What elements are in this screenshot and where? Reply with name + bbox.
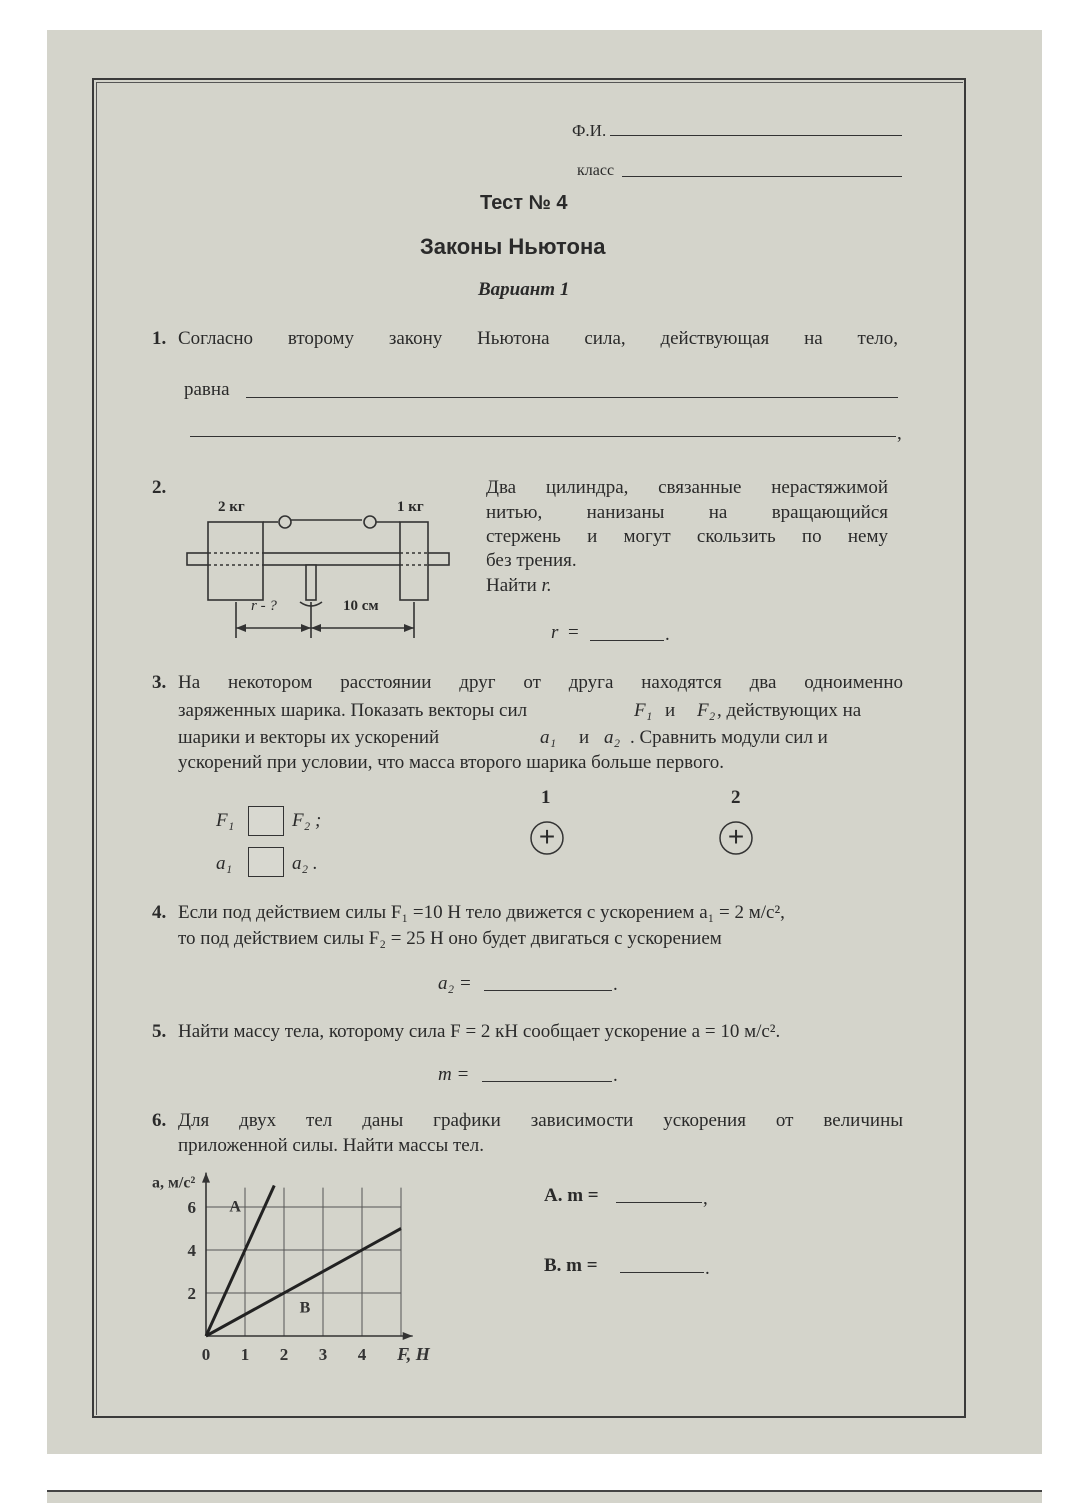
- y-tick-label: 2: [187, 1284, 196, 1303]
- test-number: Тест № 4: [480, 192, 568, 214]
- series-line-В: [206, 1229, 401, 1337]
- q3-line-3a: шарики и векторы их ускорений: [178, 727, 440, 748]
- q3-line-4: ускорений при условии, что масса второго шарика больше первого.: [178, 752, 725, 773]
- q3-and-1: и: [665, 700, 676, 721]
- dim-right-label: 10 см: [343, 598, 379, 614]
- q6-answer-b-end: .: [705, 1258, 710, 1279]
- vector-f1: F₁: [634, 700, 653, 721]
- q2-line-3: стержень и могут скользить по нему: [486, 526, 888, 547]
- q2-line-1: Два цилиндра, связанные нерастяжимой: [486, 477, 888, 498]
- q1-comma: ,: [897, 423, 902, 444]
- x-axis-arrow: [403, 1332, 413, 1340]
- q1-number: 1.: [152, 328, 167, 349]
- y-axis-label: a, м/с²: [152, 1174, 196, 1192]
- q1-answer-line-2[interactable]: [190, 436, 896, 437]
- q5-answer-label: m =: [438, 1064, 470, 1085]
- q4-answer-line[interactable]: [484, 990, 612, 991]
- q5-line: Найти массу тела, которому сила F = 2 кН сообщает ускорение a = 10 м/с².: [178, 1021, 781, 1042]
- q4-number: 4.: [152, 902, 167, 923]
- q2-number: 2.: [152, 477, 167, 498]
- row2-right-label: a₂ .: [292, 853, 318, 874]
- next-page-edge: [47, 1490, 1042, 1503]
- q2-answer-end: .: [665, 624, 670, 645]
- q6-number: 6.: [152, 1110, 167, 1131]
- q2-find-var: r.: [541, 575, 552, 596]
- q3-and-2: и: [579, 727, 590, 748]
- q5-number: 5.: [152, 1021, 167, 1042]
- q5-answer-line[interactable]: [482, 1081, 612, 1082]
- q1-answer-line-1[interactable]: [246, 397, 898, 398]
- row2-left-label: a₁: [216, 853, 233, 874]
- cylinder-left: [208, 522, 263, 600]
- q4-answer-end: .: [613, 974, 618, 995]
- q2-find-text: Найти: [486, 575, 537, 596]
- y-tick-label: 6: [187, 1198, 196, 1217]
- q4-answer-label: a₂ =: [438, 973, 472, 994]
- mass-left-label: 2 кг: [218, 499, 245, 515]
- x-tick-label: 3: [318, 1345, 328, 1364]
- q1-text: Согласно второму закону Ньютона сила, действующая на тело,: [178, 328, 898, 349]
- vector-a1: a₁: [540, 727, 557, 748]
- q2-answer-line[interactable]: [590, 640, 664, 641]
- q3-line-1: На некотором расстоянии друг от друга находятся два одноименно: [178, 672, 903, 693]
- q5-answer-end: .: [613, 1065, 618, 1086]
- q2-answer-eq: =: [568, 622, 579, 643]
- series-label-A: А: [229, 1198, 241, 1216]
- q6-answer-a-line[interactable]: [616, 1202, 702, 1203]
- fio-label: Ф.И.: [572, 121, 607, 140]
- x-tick-label: 1: [240, 1345, 250, 1364]
- row1-right-label: F₂ ;: [292, 810, 322, 831]
- dim-left-label: r - ?: [251, 598, 277, 614]
- x-tick-label: 2: [279, 1345, 289, 1364]
- q3-number: 3.: [152, 672, 167, 693]
- q6-answer-b-line[interactable]: [620, 1272, 704, 1273]
- q4-line-2: то под действием силы F₂ = 25 Н оно будет двигаться с ускорением: [178, 928, 722, 949]
- q1-answer-label: равна: [184, 379, 230, 400]
- q6-answer-b-label: В. m =: [544, 1255, 598, 1276]
- q2-find: [486, 573, 552, 598]
- vector-f2: F₂: [697, 700, 716, 721]
- q6-line-1: Для двух тел даны графики зависимости ускорения от величины: [178, 1110, 903, 1131]
- ball-1-sign: +: [538, 821, 556, 852]
- mass-right-label: 1 кг: [397, 499, 424, 515]
- fio-line[interactable]: [610, 135, 902, 136]
- axle: [306, 565, 316, 600]
- page-title: Законы Ньютона: [420, 234, 606, 259]
- class-line[interactable]: [622, 176, 902, 177]
- q2-line-4: без трения.: [486, 550, 577, 571]
- vector-a2: a₂: [604, 727, 621, 748]
- q3-line-2a: заряженных шарика. Показать векторы сил: [178, 700, 528, 721]
- row1-left-label: F₁: [216, 810, 235, 831]
- ball1-label: 1: [541, 787, 551, 808]
- q4-line-1: Если под действием силы F₁ =10 Н тело движется с ускорением a₁ = 2 м/с²,: [178, 902, 785, 923]
- class-label: класс: [577, 162, 615, 179]
- q6-answer-a-label: А. m =: [544, 1185, 599, 1206]
- cylinder-right: [400, 522, 428, 600]
- compare-accelerations-box[interactable]: [248, 847, 284, 877]
- x-axis-label: F, Н: [397, 1344, 430, 1364]
- q6-answer-a-end: ,: [703, 1188, 708, 1209]
- ball2-label: 2: [731, 787, 741, 808]
- compare-forces-box[interactable]: [248, 806, 284, 836]
- q3-line-3b: . Сравнить модули сил и: [630, 727, 828, 748]
- q2-line-2: нитью, нанизаны на вращающийся: [486, 502, 888, 523]
- x-tick-label: 4: [357, 1345, 367, 1364]
- q2-answer-var: r: [551, 622, 559, 643]
- q6-line-2: приложенной силы. Найти массы тел.: [178, 1135, 484, 1156]
- acceleration-force-chart: [140, 1160, 450, 1380]
- y-tick-label: 4: [187, 1241, 196, 1260]
- variant-label: Вариант 1: [478, 279, 570, 300]
- series-label-B: В: [299, 1299, 311, 1317]
- q3-line-2b: , действующих на: [717, 700, 862, 721]
- ball-2-sign: +: [727, 821, 745, 852]
- x-tick-label: 0: [201, 1345, 211, 1364]
- y-axis-arrow: [202, 1173, 210, 1183]
